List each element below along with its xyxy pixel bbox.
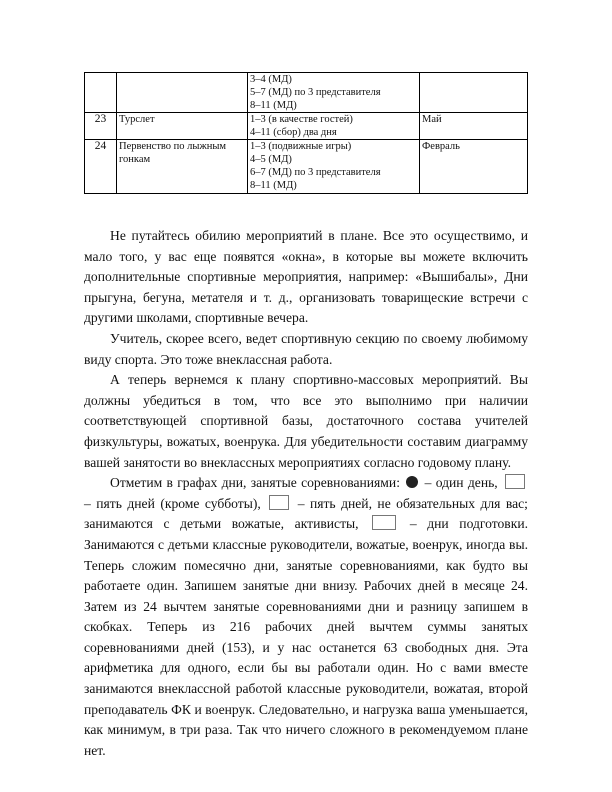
- participants-line: 1–3 (подвижные игры): [250, 141, 352, 152]
- participants-cell: [248, 113, 420, 140]
- paragraph: Учитель, скорее всего, ведет спортивную секцию по своему любимому виду спорта. Это тоже внеклассная работа.: [84, 330, 528, 367]
- participants-line: 4–11 (сбор) два дня: [250, 127, 337, 138]
- row-number: 23: [85, 113, 117, 140]
- event-month: [420, 73, 528, 113]
- participants-line: 1–3 (в качестве гостей): [250, 114, 353, 125]
- event-name: Турслет: [117, 113, 248, 140]
- legend-prep-days: – дни подготовки. Занимаются с детьми классные руководители, вожатые, военрук, иногда вы. Теперь сложим помесячно дни, занятые соревнованиями, как будто вы работаете один. Запишем занятые дни внизу. Рабочих дней в месяце 24. Затем из 24 вычтем занятые соревнованиями дни и разницу запишем в скобках. Теперь из 216 рабочих дней вычтем суммы занятых соревнованиями дней (153), и у нас останется 63 свободных дня. Эта арифметика для одного, если бы вы работали один. Но с вами вместе занимаются внеклассной работой классные руководители, вожатая, второй преподаватель ФК и военрук. Следовательно, и нагрузка ваша уменьшается, как минимум, в три раза. Так что ничего сложного в рекомендуемом плане нет.: [84, 516, 529, 758]
- participants-line: 8–11 (МД): [250, 100, 297, 111]
- participants-cell: [248, 140, 420, 194]
- row-number: 24: [85, 140, 117, 194]
- table-row: [85, 73, 528, 113]
- body-text: [84, 226, 528, 761]
- legend-optional-days: – пять дней, не обязательных для вас; занимаются с детьми вожатые, активисты,: [84, 495, 528, 532]
- paragraph-legend: [84, 473, 528, 761]
- events-table: [84, 72, 528, 194]
- participants-line: 3–4 (МД): [250, 74, 292, 85]
- table-row: [85, 113, 528, 140]
- event-month: Февраль: [420, 140, 528, 194]
- row-number: [85, 73, 117, 113]
- legend-five-days: – пять дней (кроме субботы),: [84, 495, 261, 511]
- paragraph: А теперь вернемся к плану спортивно-массовых мероприятий. Вы должны убедиться в том, что все это выполнимо при наличии соответствующей спортивной базы, достаточного состава учителей физкультуры, вожатых, военрука. Для убедительности составим диаграмму вашей занятости во внеклассных мероприятиях согласно годовому плану.: [84, 372, 528, 470]
- participants-line: 4–5 (МД): [250, 154, 292, 165]
- participants-line: 5–7 (МД) по 3 представителя: [250, 87, 381, 98]
- participants-cell: [248, 73, 420, 113]
- filled-circle-icon: [406, 476, 418, 488]
- event-name: Первенство по лыжным гонкам: [117, 140, 248, 194]
- legend-intro: Отметим в графах дни, занятые соревнованиями:: [110, 475, 400, 491]
- empty-box-icon: [269, 495, 289, 510]
- event-name: [117, 73, 248, 113]
- participants-line: 6–7 (МД) по 3 представителя: [250, 167, 381, 178]
- legend-one-day: – один день,: [424, 475, 498, 491]
- participants-line: 8–11 (МД): [250, 180, 297, 191]
- event-month: Май: [420, 113, 528, 140]
- empty-box-icon: [505, 474, 525, 489]
- table-row: [85, 140, 528, 194]
- paragraph: Не путайтесь обилию мероприятий в плане. Все это осуществимо, и мало того, у вас еще появятся «окна», в которые вы можете включить дополнительные спортивные мероприятия, например: «Вышибалы», Дни прыгуна, бегуна, метателя и т. д., организовать товарищеские встречи с другими школами, спортивные вечера.: [84, 228, 528, 326]
- empty-box-icon: [372, 515, 396, 530]
